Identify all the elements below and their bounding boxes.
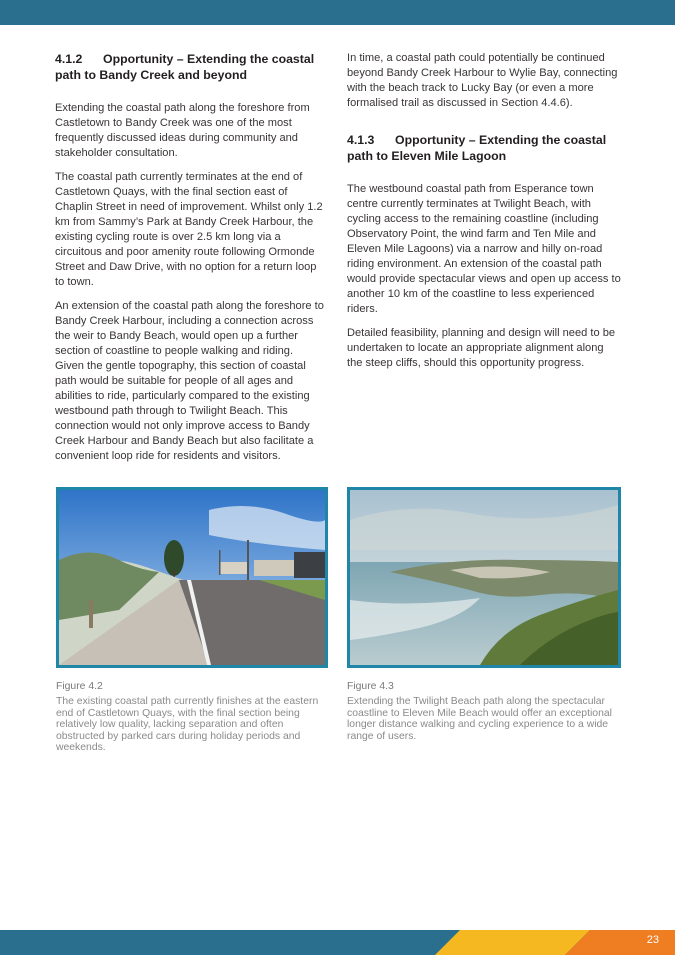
figure-street-photo <box>56 487 328 668</box>
right-column <box>347 51 622 380</box>
section-title: Opportunity – Extending the coastal path to Bandy Creek and beyond <box>55 52 315 82</box>
section-heading-4-1-3 <box>347 132 622 164</box>
paragraph: The westbound coastal path from Esperance town centre currently terminates at Twilight Beach, with cycling access to the remaining coastline (including Observatory Point, the wind farm and Ten Mile and Eleven Mile Lagoons) via a narrow and hilly on-road riding environment. An extension of the coastal path would provide spectacular views and open up access to another 10 km of the coastline to less experienced riders. <box>347 183 621 315</box>
section-number: 4.1.2 <box>55 52 83 66</box>
figure-caption <box>56 680 331 754</box>
figure-label: Figure 4.2 <box>56 681 103 692</box>
figure-caption-text: The existing coastal path currently finishes at the eastern end of Castletown Quays, with the final section being relatively low quality, lacking separation and often obstructed by parked cars during holiday periods and weekends. <box>56 696 319 753</box>
figure-caption-text: Extending the Twilight Beach path along the spectacular coastline to Eleven Mile Beach would offer an exceptional longer distance walking and cycling experience to a wide range of users. <box>347 696 612 742</box>
paragraph: Extending the coastal path along the foreshore from Castletown to Bandy Creek was one of the most frequently discussed ideas during community and stakeholder consultation. <box>55 102 310 159</box>
paragraph: In time, a coastal path could potentially be continued beyond Bandy Creek Harbour to Wylie Bay, connecting with the beach track to Lucky Bay (or even a more formalised trail as discussed in Section 4.4.6). <box>347 52 618 109</box>
footer-bar <box>0 930 675 955</box>
figure-label: Figure 4.3 <box>347 681 394 692</box>
header-bar <box>0 0 675 25</box>
paragraph: Detailed feasibility, planning and design will need to be undertaken to locate an appropriate alignment along the steep cliffs, should this opportunity progress. <box>347 327 616 369</box>
left-column <box>55 51 325 473</box>
paragraph: An extension of the coastal path along the foreshore to Bandy Creek Harbour, including a connection across the weir to Bandy Beach, would open up a further section of coastline to people walking and riding. Given the gentle topography, this section of coastal path would be suitable for people of all ages and abilities to ride, particularly compared to the existing westbound path through to Twilight Beach. This connection would not only improve access to Bandy Creek Harbour and Bandy Beach but also facilitate a convenient loop ride for residents and visitors. <box>55 300 324 462</box>
page-number: 23 <box>646 934 659 946</box>
section-number: 4.1.3 <box>347 133 375 147</box>
section-heading-4-1-2 <box>55 51 325 83</box>
figure-caption <box>347 680 622 742</box>
section-title: Opportunity – Extending the coastal path to Eleven Mile Lagoon <box>347 133 607 163</box>
figure-coastline-photo <box>347 487 621 668</box>
paragraph: The coastal path currently terminates at the end of Castletown Quays, with the final section east of Chaplin Street in need of improvement. Whilst only 1.2 km from Sammy’s Park at Bandy Creek Harbour, the existing cycling route is over 2.5 km long via a circuitous and poor amenity route following Ormonde Street and Daw Drive, with no option for a return loop to town. <box>55 171 323 288</box>
